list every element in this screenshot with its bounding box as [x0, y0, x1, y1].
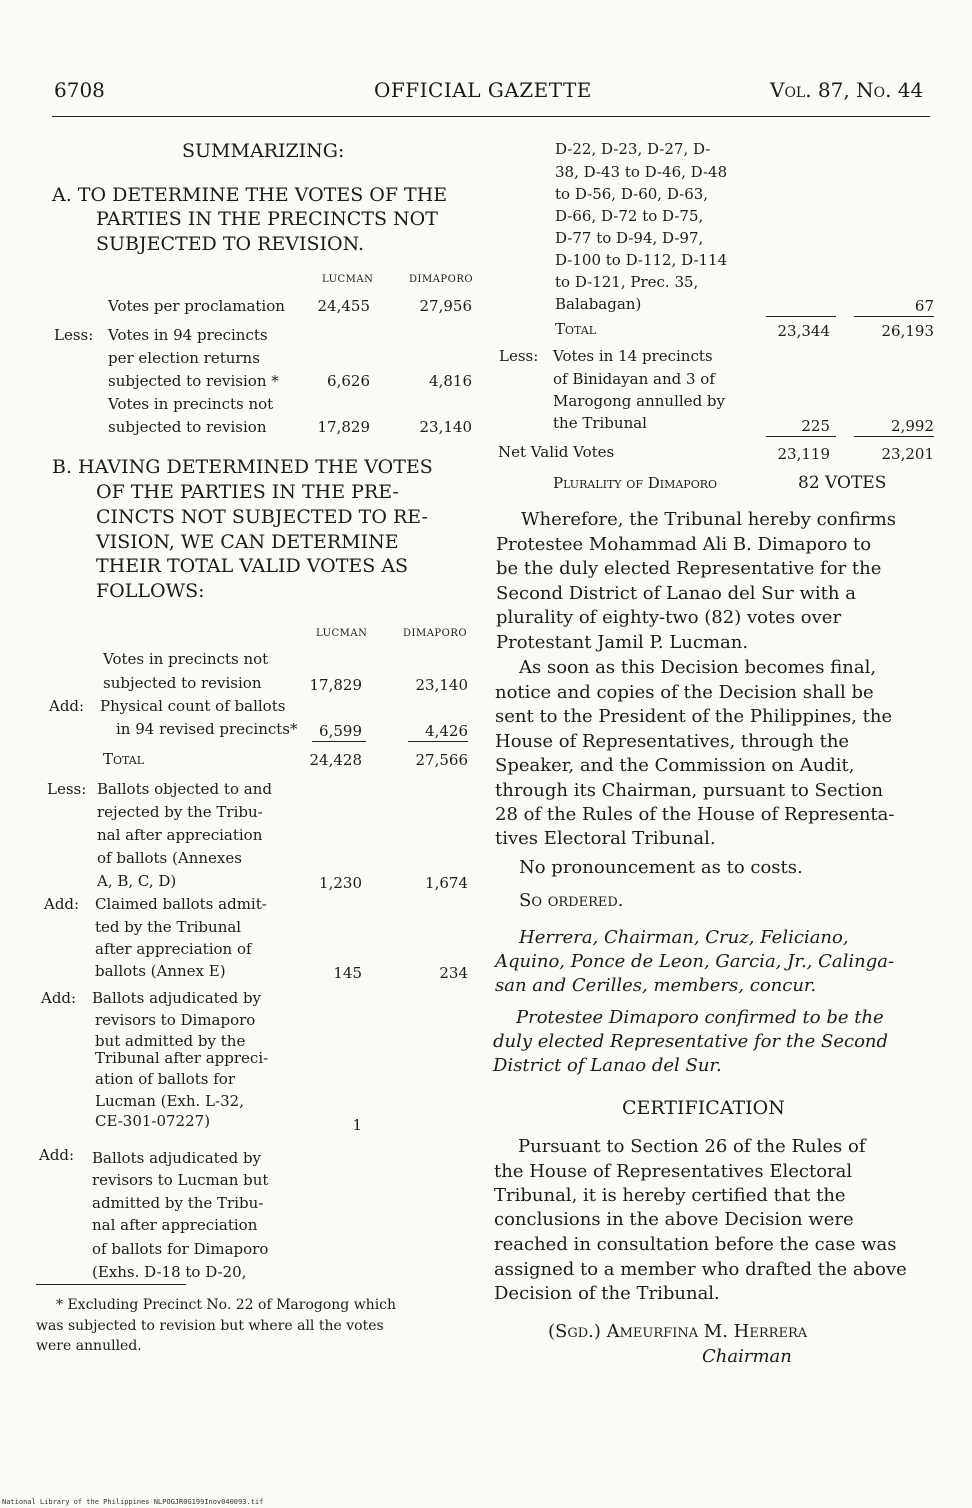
paragraph-line: notice and copies of the Decision shall be [495, 682, 874, 703]
dimaporo-value: 4,426 [425, 722, 468, 740]
row-label: in 94 revised precincts* [116, 720, 298, 738]
row-label: Ballots adjudicated by [92, 989, 262, 1007]
paragraph-line: Herrera, Chairman, Cruz, Feliciano, [519, 927, 849, 948]
dimaporo-value: 27,956 [419, 297, 472, 315]
paragraph-line: As soon as this Decision becomes final, [519, 657, 877, 678]
row-label: nal after appreciation [92, 1216, 258, 1234]
row-label: Claimed ballots admit- [95, 895, 267, 913]
dimaporo-value: 23,140 [415, 676, 468, 694]
row-label: (Exhs. D-18 to D-20, [92, 1263, 247, 1281]
subtotal-rule [766, 316, 836, 317]
row-label: Votes in precincts not [103, 650, 269, 668]
subtotal-rule [854, 436, 934, 437]
section-b-heading-line: THEIR TOTAL VALID VOTES AS [96, 555, 409, 577]
row-label: Physical count of ballots [100, 697, 286, 715]
row-prefix: Less: [499, 347, 539, 365]
row-label: nal after appreciation [97, 826, 263, 844]
row-label: Votes per proclamation [108, 297, 285, 315]
summarizing-heading: SUMMARIZING: [182, 140, 345, 162]
subtotal-rule [766, 436, 836, 437]
lucman-value: 1 [352, 1116, 362, 1134]
paragraph-line: tives Electoral Tribunal. [495, 828, 716, 849]
paragraph-line: through its Chairman, pursuant to Section [495, 780, 884, 801]
column-header-dimaporo: DIMAPORO [409, 274, 474, 285]
paragraph-line: Tribunal, it is hereby certified that the [494, 1185, 846, 1206]
row-label: revisors to Lucman but [92, 1171, 269, 1189]
section-a-heading-line: PARTIES IN THE PRECINCTS NOT [96, 208, 438, 230]
row-prefix: Add: [41, 989, 77, 1007]
lucman-value: 24,428 [309, 751, 362, 769]
row-label: of Binidayan and 3 of [553, 370, 715, 388]
exhibit-line: to D-121, Prec. 35, [555, 273, 699, 291]
section-a-heading-line: A. TO DETERMINE THE VOTES OF THE [52, 184, 448, 206]
subtotal-rule [312, 741, 366, 742]
row-label: subjected to revision [103, 674, 262, 692]
signature-name: (Sgd.) Ameurfina M. Herrera [548, 1321, 808, 1342]
page-number: 6708 [54, 78, 105, 102]
row-label: Votes in 94 precincts [108, 326, 268, 344]
paragraph-line: Aquino, Ponce de Leon, Garcia, Jr., Calinga- [495, 951, 895, 972]
paragraph-line: Wherefore, the Tribunal hereby confirms [521, 509, 897, 530]
row-label: Votes in 14 precincts [553, 347, 713, 365]
paragraph-line: conclusions in the above Decision were [494, 1209, 854, 1230]
subtotal-rule [408, 741, 468, 742]
row-label: A, B, C, D) [97, 872, 177, 890]
paragraph-line: Protestant Jamil P. Lucman. [496, 632, 749, 653]
subtotal-rule [854, 316, 934, 317]
paragraph-line: Second District of Lanao del Sur with a [496, 583, 856, 604]
lucman-value: 24,455 [317, 297, 370, 315]
column-header-dimaporo: DIMAPORO [403, 628, 468, 639]
section-b-heading-line: CINCTS NOT SUBJECTED TO RE- [96, 506, 428, 528]
scan-footer: National Library of the Philippines NLPOGJR0G199Inov040093.tif [2, 1498, 264, 1506]
footnote-line: was subjected to revision but where all the votes [36, 1318, 384, 1334]
row-label: of ballots for Dimaporo [92, 1240, 269, 1258]
row-label: of ballots (Annexes [97, 849, 242, 867]
page-title: OFFICIAL GAZETTE [374, 78, 592, 102]
dimaporo-value: 4,816 [429, 372, 472, 390]
row-label: CE-301-07227) [95, 1112, 211, 1130]
signature-title: Chairman [702, 1346, 792, 1367]
volume-number: Vol. 87, No. 44 [770, 78, 924, 102]
dimaporo-value: 67 [914, 297, 934, 315]
footnote-rule [36, 1284, 186, 1285]
plurality-value: 82 VOTES [798, 473, 887, 493]
exhibit-line: D-66, D-72 to D-75, [555, 207, 704, 225]
section-b-heading-line: OF THE PARTIES IN THE PRE- [96, 481, 399, 503]
row-label: Ballots adjudicated by [92, 1149, 262, 1167]
row-label: Lucman (Exh. L-32, [95, 1092, 244, 1110]
plurality-label: Plurality of Dimaporo [553, 474, 718, 492]
row-label: ted by the Tribunal [95, 918, 242, 936]
paragraph-line: sent to the President of the Philippines, the [495, 706, 893, 727]
row-prefix: Add: [39, 1146, 75, 1164]
row-label: after appreciation of [95, 940, 252, 958]
exhibit-line: D-22, D-23, D-27, D- [555, 140, 711, 158]
section-b-heading-line: B. HAVING DETERMINED THE VOTES [52, 456, 433, 478]
section-a-heading-line: SUBJECTED TO REVISION. [96, 233, 365, 255]
lucman-value: 23,119 [777, 445, 830, 463]
row-prefix: Less: [54, 326, 94, 344]
lucman-value: 23,344 [777, 322, 830, 340]
row-label: but admitted by the [95, 1032, 246, 1050]
dimaporo-value: 2,992 [891, 417, 934, 435]
paragraph-line: House of Representatives, through the [495, 731, 850, 752]
footnote-line: * Excluding Precinct No. 22 of Marogong which [56, 1297, 397, 1313]
paragraph-line: District of Lanao del Sur. [493, 1055, 722, 1076]
lucman-value: 17,829 [317, 418, 370, 436]
certification-heading: CERTIFICATION [622, 1097, 785, 1119]
row-label: subjected to revision [108, 418, 267, 436]
paragraph-line: san and Cerilles, members, concur. [495, 975, 817, 996]
header-rule [52, 116, 930, 117]
section-b-heading-line: FOLLOWS: [96, 580, 205, 602]
dimaporo-value: 23,201 [881, 445, 934, 463]
paragraph-line: assigned to a member who drafted the above [494, 1259, 907, 1280]
row-label: Tribunal after appreci- [95, 1049, 269, 1067]
lucman-value: 17,829 [309, 676, 362, 694]
row-label: ation of ballots for [95, 1070, 235, 1088]
lucman-value: 6,626 [327, 372, 370, 390]
exhibit-line: Balabagan) [555, 295, 642, 313]
row-label: Marogong annulled by [553, 392, 726, 410]
dimaporo-value: 234 [439, 964, 468, 982]
net-valid-label: Net Valid Votes [498, 443, 615, 461]
lucman-value: 225 [801, 417, 830, 435]
paragraph-line: reached in consultation before the case was [494, 1234, 897, 1255]
lucman-value: 1,230 [319, 874, 362, 892]
dimaporo-value: 23,140 [419, 418, 472, 436]
paragraph-line: the House of Representatives Electoral [494, 1161, 853, 1182]
row-prefix: Less: [47, 780, 87, 798]
column-header-lucman: LUCMAN [322, 274, 374, 285]
paragraph-line: be the duly elected Representative for the [496, 558, 882, 579]
lucman-value: 6,599 [319, 722, 362, 740]
so-ordered: So ordered. [519, 890, 624, 911]
dimaporo-value: 26,193 [881, 322, 934, 340]
row-label: ballots (Annex E) [95, 962, 226, 980]
row-label: Votes in precincts not [108, 395, 274, 413]
dimaporo-value: 27,566 [415, 751, 468, 769]
exhibit-line: 38, D-43 to D-46, D-48 [555, 163, 728, 181]
paragraph-line: Decision of the Tribunal. [494, 1283, 720, 1304]
paragraph-line: duly elected Representative for the Second [493, 1031, 889, 1052]
paragraph-line: Speaker, and the Commission on Audit, [495, 755, 855, 776]
paragraph-line: Protestee Mohammad Ali B. Dimaporo to [496, 534, 872, 555]
row-label: subjected to revision * [108, 372, 279, 390]
row-prefix: Add: [49, 697, 85, 715]
paragraph-line: Protestee Dimaporo confirmed to be the [516, 1007, 884, 1028]
row-label: admitted by the Tribu- [92, 1194, 264, 1212]
lucman-value: 145 [333, 964, 362, 982]
row-label: Ballots objected to and [97, 780, 272, 798]
column-header-lucman: LUCMAN [316, 628, 368, 639]
paragraph-line: Pursuant to Section 26 of the Rules of [518, 1136, 866, 1157]
row-label: per election returns [108, 349, 260, 367]
row-label: revisors to Dimaporo [95, 1011, 256, 1029]
total-label: Total [103, 750, 145, 768]
total-label: Total [555, 320, 597, 338]
footnote-line: were annulled. [36, 1338, 142, 1354]
paragraph-line: 28 of the Rules of the House of Representa- [495, 804, 895, 825]
section-b-heading-line: VISION, WE CAN DETERMINE [96, 531, 399, 553]
exhibit-line: to D-56, D-60, D-63, [555, 185, 709, 203]
paragraph-line: plurality of eighty-two (82) votes over [496, 607, 842, 628]
row-label: the Tribunal [553, 414, 647, 432]
no-pronouncement: No pronouncement as to costs. [519, 857, 803, 878]
row-label: rejected by the Tribu- [97, 803, 263, 821]
row-prefix: Add: [44, 895, 80, 913]
exhibit-line: D-100 to D-112, D-114 [555, 251, 728, 269]
dimaporo-value: 1,674 [425, 874, 468, 892]
exhibit-line: D-77 to D-94, D-97, [555, 229, 704, 247]
